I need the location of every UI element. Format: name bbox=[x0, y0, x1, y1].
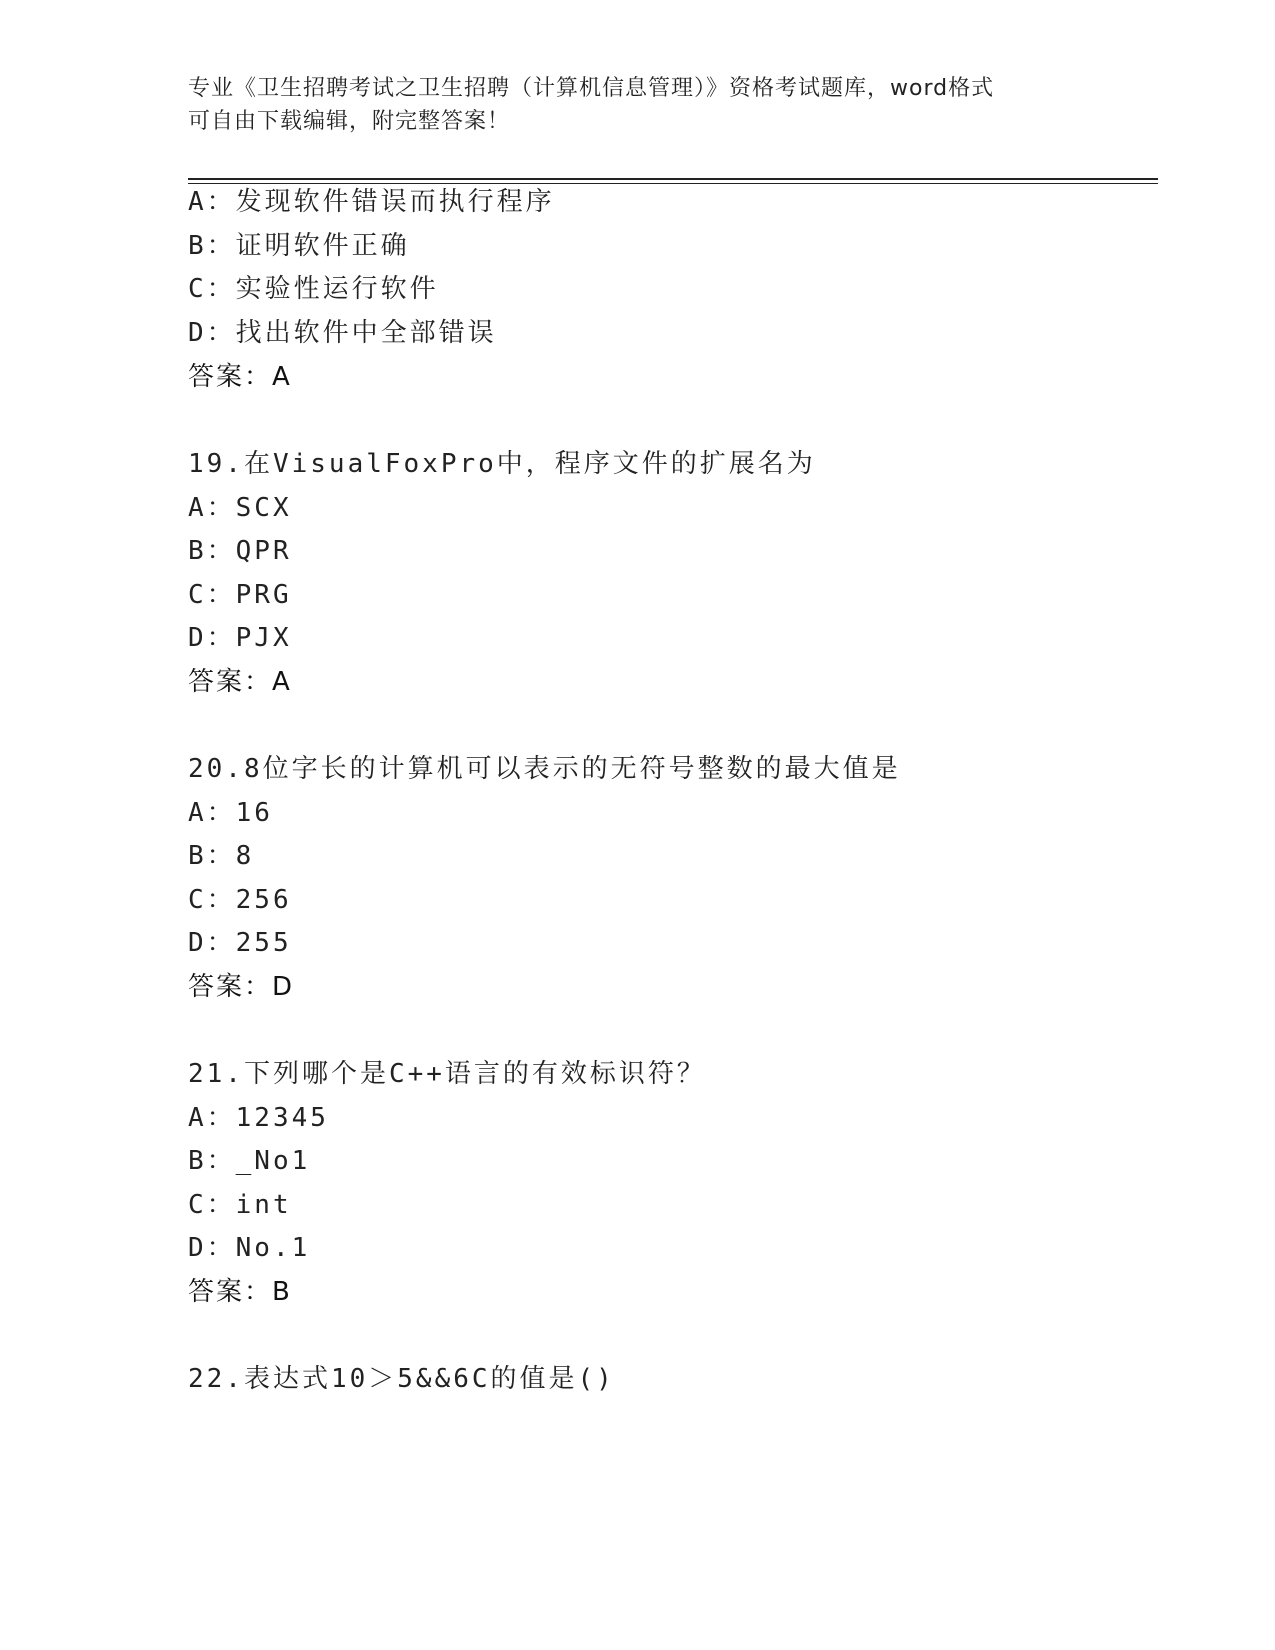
q18-option-c: C：实验性运行软件 bbox=[188, 274, 439, 304]
header-line-2: 可自由下载编辑，附完整答案！ bbox=[188, 109, 511, 134]
document-header bbox=[188, 72, 1088, 138]
header-divider-thick bbox=[188, 178, 1158, 180]
q21-option-d: D：No.1 bbox=[188, 1233, 311, 1263]
q20-option-c: C：256 bbox=[188, 885, 292, 915]
q21-option-c: C：int bbox=[188, 1190, 292, 1220]
q21-option-a: A：12345 bbox=[188, 1103, 329, 1133]
q18-option-b: B：证明软件正确 bbox=[188, 231, 410, 261]
q22-question: 22.表达式10＞5&&6C的值是() bbox=[188, 1364, 615, 1394]
q18-option-a: A：发现软件错误而执行程序 bbox=[188, 187, 555, 217]
q19-option-c: C：PRG bbox=[188, 580, 292, 610]
q18-answer: 答案：A bbox=[188, 362, 292, 392]
q21-option-b: B：_No1 bbox=[188, 1146, 311, 1176]
header-line-1: 专业《卫生招聘考试之卫生招聘（计算机信息管理）》资格考试题库，word格式 bbox=[188, 76, 995, 101]
q20-answer: 答案：D bbox=[188, 972, 295, 1002]
header-divider-thin bbox=[188, 183, 1158, 184]
q20-option-a: A：16 bbox=[188, 798, 273, 828]
q18-option-d: D：找出软件中全部错误 bbox=[188, 318, 497, 348]
q20-question: 20.8位字长的计算机可以表示的无符号整数的最大值是 bbox=[188, 754, 901, 784]
q20-option-b: B：8 bbox=[188, 841, 255, 871]
q21-answer: 答案：B bbox=[188, 1277, 292, 1307]
q19-question: 19.在VisualFoxPro中，程序文件的扩展名为 bbox=[188, 449, 816, 479]
q19-option-b: B：QPR bbox=[188, 536, 292, 566]
q20-option-d: D：255 bbox=[188, 928, 292, 958]
q21-question: 21.下列哪个是C++语言的有效标识符？ bbox=[188, 1059, 706, 1089]
q19-option-d: D：PJX bbox=[188, 623, 292, 653]
q19-option-a: A：SCX bbox=[188, 493, 292, 523]
q19-answer: 答案：A bbox=[188, 667, 292, 697]
